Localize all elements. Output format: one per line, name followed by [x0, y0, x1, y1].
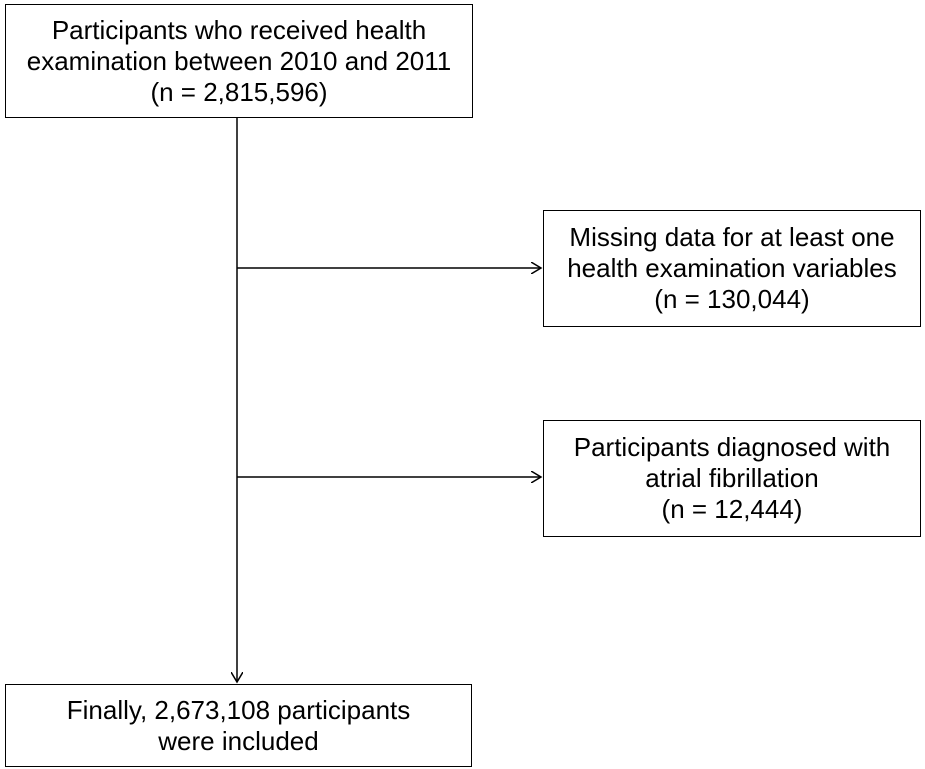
- exclusion-box-missing-data: [543, 210, 921, 327]
- start-box-line: Participants who received health: [51, 14, 427, 45]
- exclusion-box-count: (n = 130,044): [654, 284, 810, 314]
- final-box: [5, 684, 472, 767]
- exclusion-box-atrial-fibrillation: [543, 420, 921, 537]
- exclusion-box-line: Missing data for at least one: [569, 222, 895, 252]
- exclusion-box-line: atrial fibrillation: [645, 463, 819, 493]
- exclusion-box-count: (n = 12,444): [661, 494, 803, 524]
- exclusion-box-line: Participants diagnosed with: [573, 432, 891, 462]
- final-box-line: were included: [158, 725, 319, 756]
- start-box-count: (n = 2,815,596): [150, 76, 328, 107]
- start-box: [5, 4, 473, 118]
- start-box-line: examination between 2010 and 2011: [26, 45, 452, 76]
- final-box-line: Finally, 2,673,108 participants: [66, 694, 411, 725]
- exclusion-box-line: health examination variables: [567, 253, 897, 283]
